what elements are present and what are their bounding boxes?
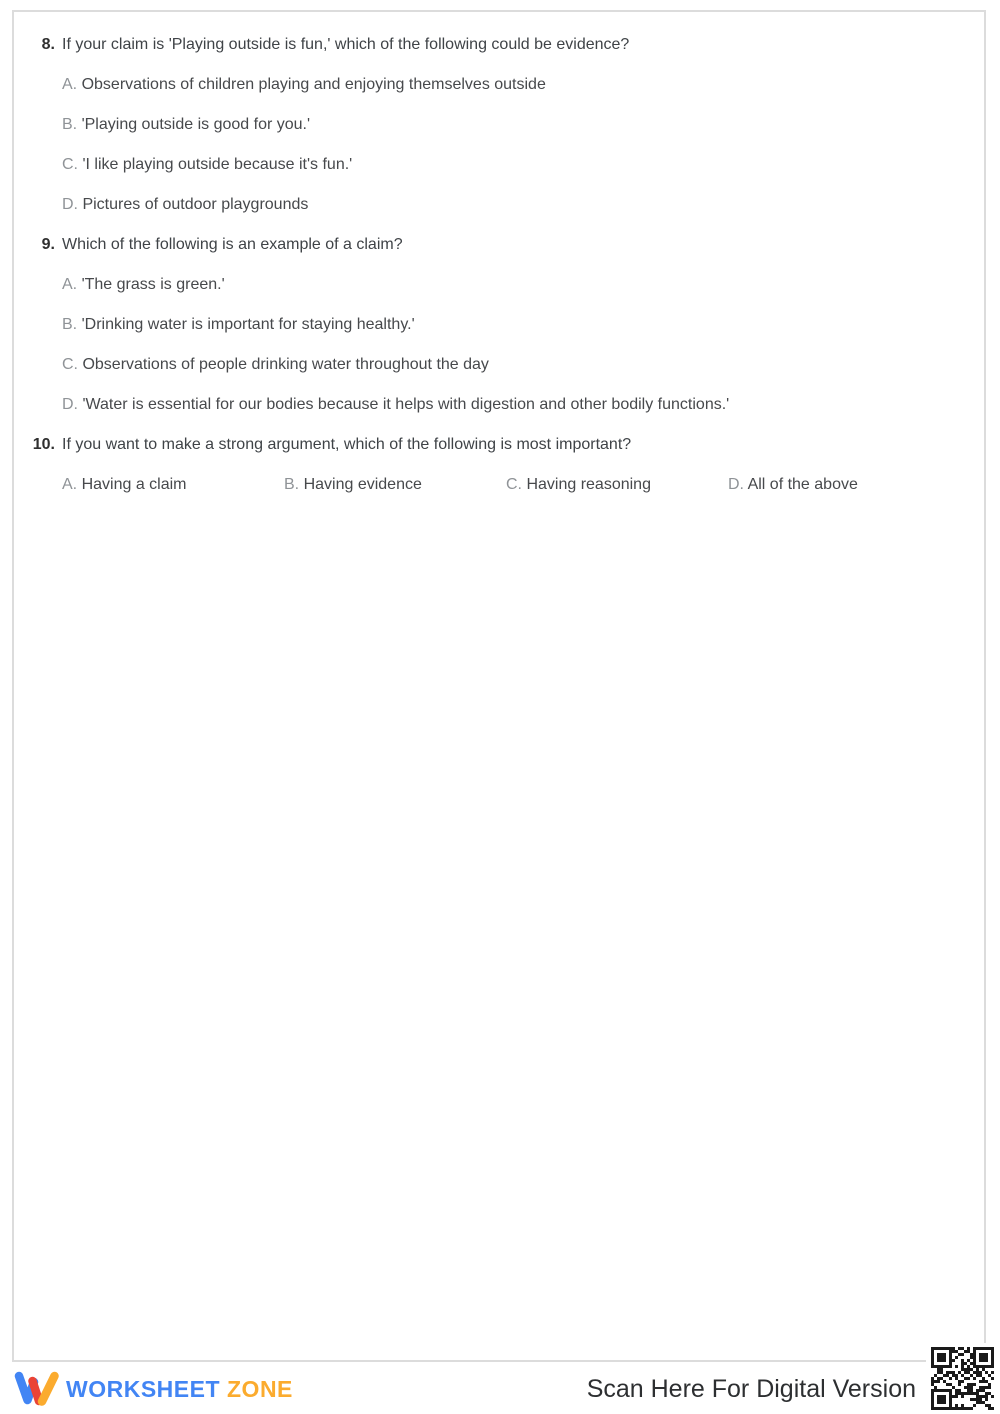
question-number: 10.	[32, 436, 55, 453]
question-8-header	[23, 34, 964, 56]
option-d	[62, 194, 964, 216]
question-number: 8.	[41, 36, 55, 53]
option-text: 'The grass is green.'	[81, 276, 225, 293]
scan-here-label: Scan Here For Digital Version	[586, 1375, 916, 1403]
option-c	[62, 354, 964, 376]
option-b	[62, 314, 964, 336]
option-letter: D.	[728, 476, 744, 493]
question-8	[23, 34, 964, 216]
option-text: 'Drinking water is important for staying healthy.'	[81, 316, 415, 333]
question-text: If you want to make a strong argument, which of the following is most important?	[62, 436, 632, 453]
question-8-options	[23, 74, 964, 216]
option-a	[62, 274, 964, 296]
option-letter: B.	[62, 316, 78, 333]
question-10-header	[23, 434, 964, 456]
option-letter: A.	[62, 276, 78, 293]
question-10	[23, 434, 964, 496]
option-text: 'Playing outside is good for you.'	[81, 116, 311, 133]
worksheet-page-border	[12, 10, 986, 1362]
option-b	[62, 114, 964, 136]
option-text: 'I like playing outside because it's fun.'	[82, 156, 353, 173]
option-letter: B.	[62, 116, 78, 133]
option-text: Pictures of outdoor playgrounds	[82, 196, 309, 213]
option-letter: C.	[62, 156, 78, 173]
option-d	[728, 474, 858, 496]
questions-area	[14, 12, 984, 496]
page-footer	[0, 1364, 1000, 1414]
brand-word-worksheet: WORKSHEET	[66, 1375, 220, 1402]
question-text: Which of the following is an example of a claim?	[62, 236, 403, 253]
option-letter: A.	[62, 476, 78, 493]
question-9-options	[23, 274, 964, 416]
question-9-header	[23, 234, 964, 256]
option-text: Observations of people drinking water throughout the day	[82, 356, 489, 373]
option-c	[62, 154, 964, 176]
worksheetzone-w-icon	[14, 1368, 60, 1410]
option-c	[506, 474, 728, 496]
option-b	[284, 474, 506, 496]
option-letter: D.	[62, 396, 78, 413]
question-text: If your claim is 'Playing outside is fun,' which of the following could be evidence?	[62, 36, 630, 53]
option-letter: A.	[62, 76, 78, 93]
option-a	[62, 74, 964, 96]
option-text: Having reasoning	[526, 476, 651, 493]
qr-code-icon	[926, 1343, 998, 1414]
option-text: Observations of children playing and enjoying themselves outside	[81, 76, 546, 93]
brand-word-zone: ZONE	[227, 1375, 293, 1402]
worksheetzone-logo	[14, 1368, 293, 1410]
option-text: All of the above	[747, 476, 858, 493]
option-letter: C.	[62, 356, 78, 373]
question-9	[23, 234, 964, 416]
option-text: Having evidence	[303, 476, 422, 493]
option-letter: B.	[284, 476, 300, 493]
option-letter: D.	[62, 196, 78, 213]
question-10-options	[62, 474, 964, 496]
option-text: 'Water is essential for our bodies because it helps with digestion and other bodily functions.'	[82, 396, 730, 413]
question-number: 9.	[41, 236, 55, 253]
option-letter: C.	[506, 476, 522, 493]
option-d	[62, 394, 964, 416]
option-text: Having a claim	[81, 476, 187, 493]
option-a	[62, 474, 284, 496]
worksheetzone-wordmark	[66, 1376, 293, 1403]
